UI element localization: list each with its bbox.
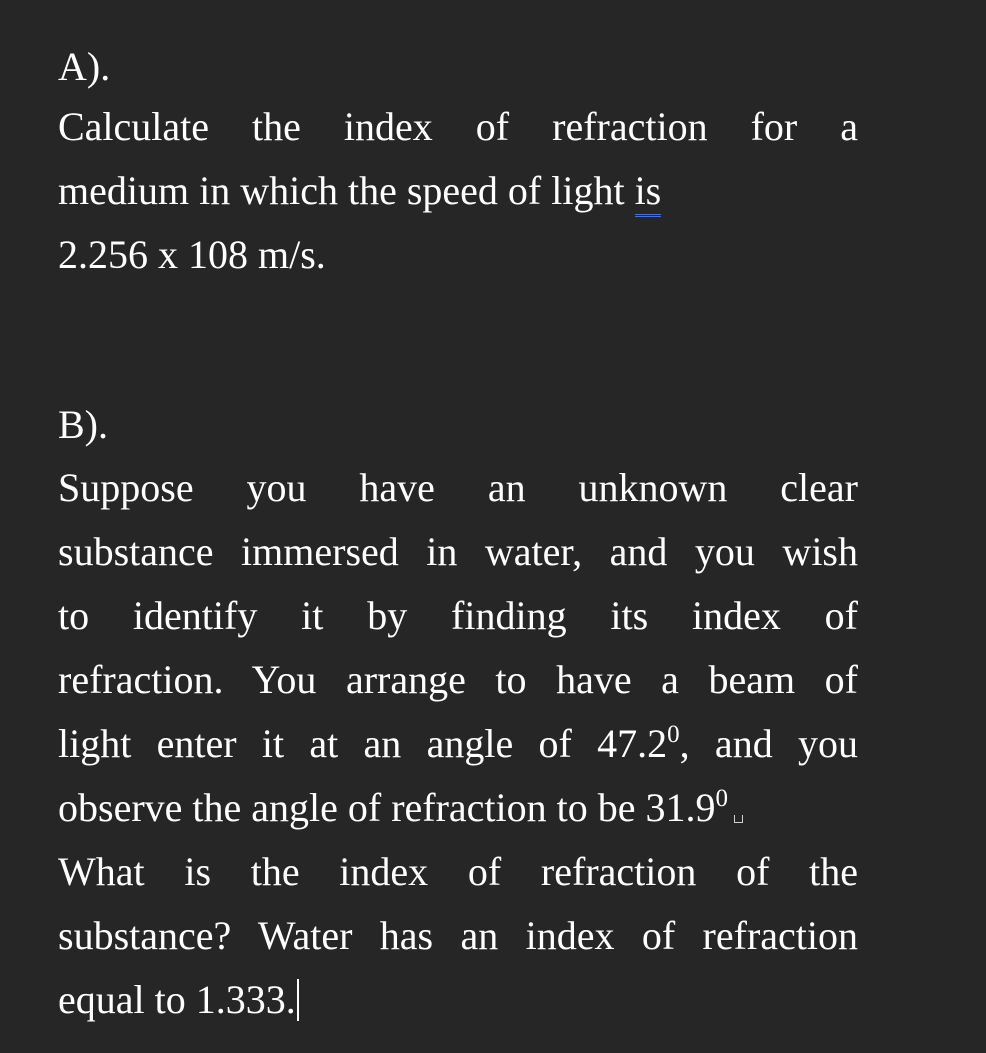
part-b-line-9-text: equal to 1.333.: [58, 977, 296, 1022]
part-a-line-1: Calculate the index of refraction for a: [58, 104, 858, 149]
paragraph-mark-icon: [734, 815, 743, 823]
part-a-line-3: 2.256 x 108 m/s.: [58, 232, 326, 277]
part-b-line-7: What is the index of refraction of the: [58, 849, 858, 894]
part-b-line-6: [58, 784, 858, 838]
part-b-line-3: to identify it by finding its index of: [58, 593, 858, 638]
part-a-line-2-text: medium in which the speed of light: [58, 168, 635, 213]
part-b-line-9: [58, 976, 858, 1024]
degree-superscript: 0: [715, 785, 729, 812]
part-b-line-5: [58, 720, 858, 774]
text-cursor[interactable]: [297, 979, 299, 1021]
part-b-line-4: refraction. You arrange to have a beam of: [58, 657, 858, 702]
degree-superscript: 0: [667, 721, 680, 748]
part-b-line-5-tail: , and you: [679, 721, 858, 766]
grammar-flag-word[interactable]: is: [635, 168, 662, 217]
part-b-line-2: substance immersed in water, and you wish: [58, 529, 858, 574]
part-a-line-2: [58, 167, 858, 215]
part-b-line-8: substance? Water has an index of refraction: [58, 913, 858, 958]
part-b-line-5-text: light enter it at an angle of 47.2: [58, 721, 668, 766]
part-b-line-6-text: observe the angle of refraction to be 31.9: [58, 785, 716, 830]
part-a-label: A).: [58, 44, 111, 89]
part-b-label: B).: [58, 402, 108, 447]
part-b-line-1: Suppose you have an unknown clear: [58, 465, 858, 510]
